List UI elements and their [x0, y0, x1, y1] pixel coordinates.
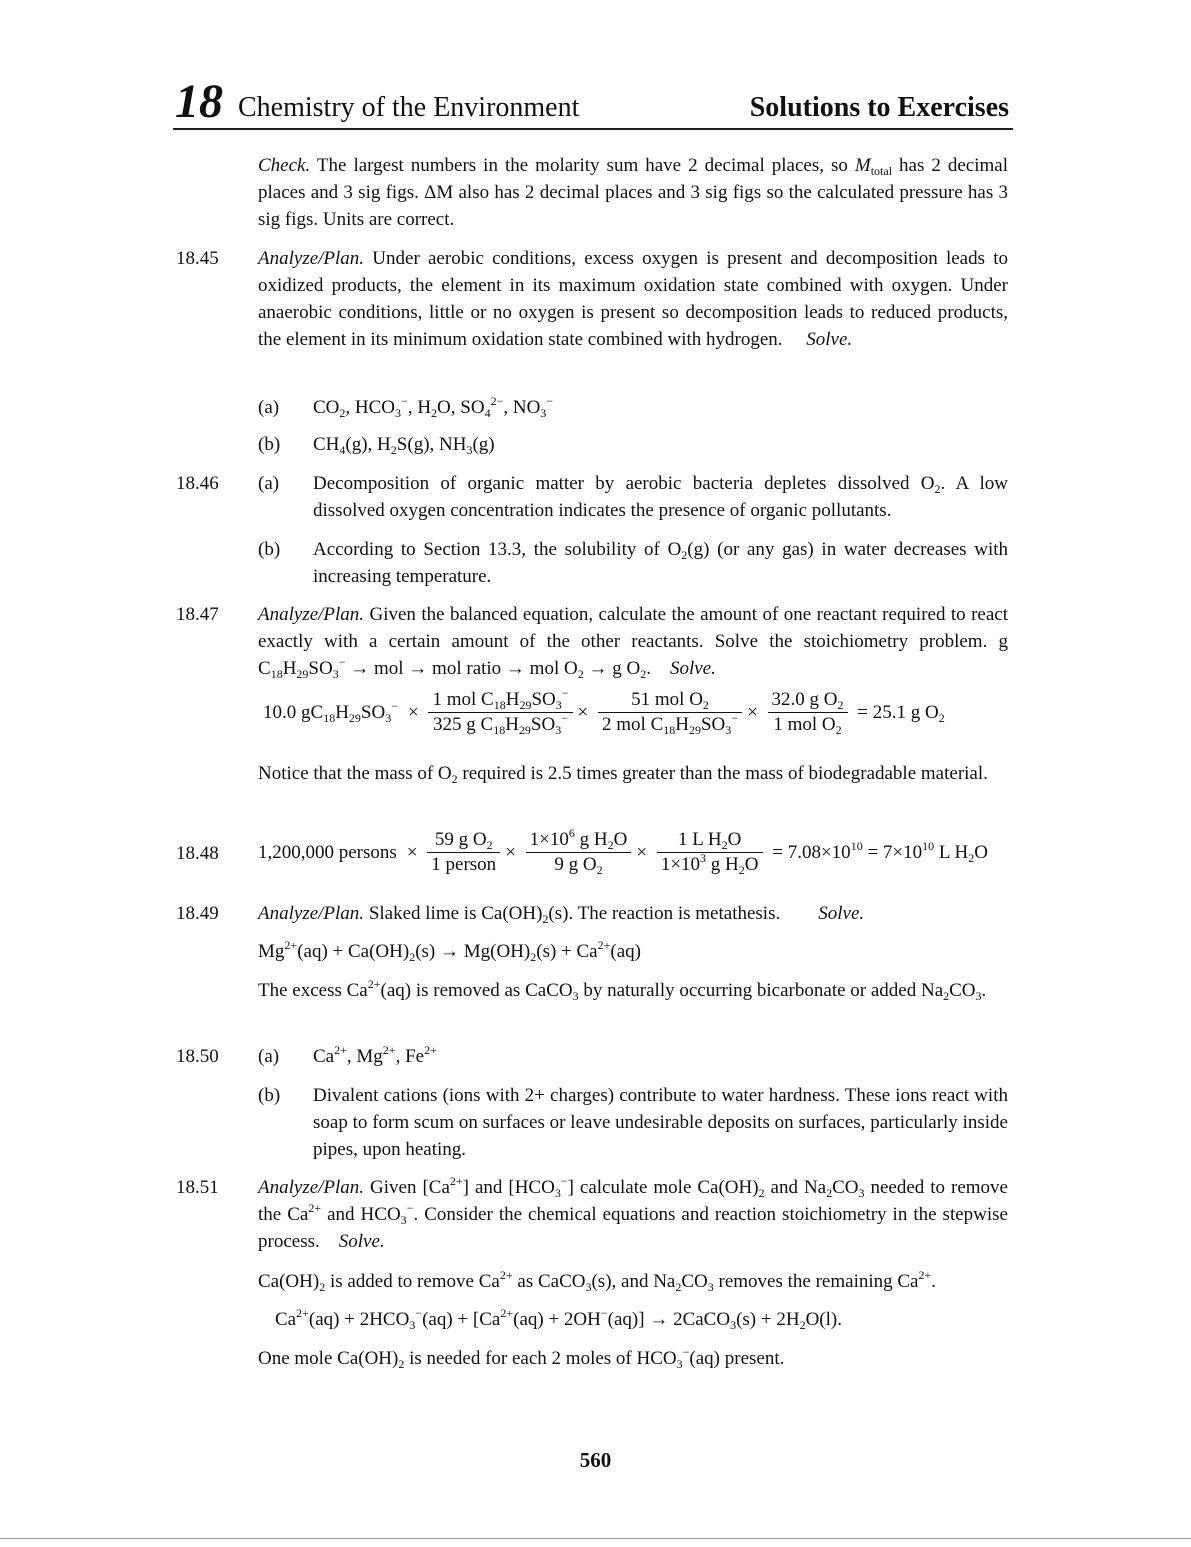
- fraction: $\frac{1\times 10^6 g H_2O}{9 g O_2}$: [526, 828, 632, 877]
- anaerobic-products: $CH_4(g)$, $H_2S(g)$, $NH_3(g)$: [313, 434, 495, 457]
- aerobic-products: $CO_2$, $HCO_3^-$, $H_2O$, $SO_4^{2-}$, $NO_3^-$: [313, 394, 554, 420]
- exercise-number: 18.49: [176, 903, 219, 924]
- exercise-number: 18.51: [176, 1177, 219, 1198]
- exercise-18-46a-text: Decomposition of organic matter by aerobic bacteria depletes dissolved $O_2$. A low dissolved oxygen concentration indicates the presence of organic pollutants.: [313, 473, 1008, 521]
- one-mole-sentence: One mole $Ca(OH)_2$ is needed for each 2 moles of $HCO_3^-(aq)$ present.: [258, 1345, 785, 1371]
- fraction: $\frac{1 L H_2O}{1\times 10^3 g H_2O}$: [657, 828, 763, 877]
- bicarbonate-reaction: $Ca^{2+}(aq) + 2HCO_3^-(aq) + [Ca^{2+}(aq) + 2OH^-(aq)]$ → 2CaCO$_3$(s) + $2H_2O(l)$.: [275, 1306, 842, 1332]
- check-label: Check.: [258, 155, 311, 176]
- exercise-number: 18.47: [176, 604, 219, 625]
- item-label: (a): [258, 1046, 280, 1067]
- fraction: $\frac{32.0 g O_2}{1 mol O_2}$: [768, 688, 848, 737]
- slaked-lime-reaction: $Mg^{2+}(aq) + Ca(OH)_2(s) \to Mg(OH)_2(s) + Ca^{2+}(aq)$: [258, 938, 641, 964]
- exercise-number: 18.45: [176, 248, 219, 269]
- fraction: $\frac{59 g O_2}{\text{1 person}}$: [427, 828, 500, 877]
- exercise-18-46b-text: According to Section 13.3, the solubility of $O_2(g)$ (or any gas) in water decreases with increasing temperature.: [313, 539, 1008, 587]
- item-label: (a): [258, 473, 280, 494]
- section-title: Solutions to Exercises: [749, 92, 1009, 123]
- item-label: (b): [258, 1085, 281, 1106]
- exercise-number: 18.50: [176, 1046, 219, 1067]
- exercise-18-50b-text: Divalent cations (ions with 2+ charges) contribute to water hardness. These ions react with soap to form scum on surfaces or leave undesirable deposits on surfaces, particularly inside pipes, upon heating.: [313, 1085, 1008, 1160]
- item-label: (a): [258, 397, 280, 418]
- exercise-number: 18.46: [176, 473, 219, 494]
- notice-paragraph: Notice that the mass of $O_2$ required is 2.5 times greater than the mass of biodegradable material.: [258, 763, 988, 786]
- check-paragraph: Check. The largest numbers in the molarity sum have 2 decimal places, so $M_{total}$ has 2 decimal places and 3 sig figs. ΔM also has 2 decimal places and 3 sig figs so the calculated pressure has 3 sig figs. Units are correct.: [258, 155, 1008, 230]
- page-header: [173, 75, 1013, 130]
- chapter-number: 18: [175, 75, 223, 128]
- page-number: 560: [579, 1448, 612, 1472]
- chapter-title: Chemistry of the Environment: [238, 92, 580, 123]
- water-equation: 1,200,000 persons × $\frac{59 g O_2}{\text{1 person}}$ × $\frac{1\times 10^6 g H_2O}{9 g O_2}$ × $\frac{1 L H_2O}{1\times 10^3 g H_2O}$ = $7.08\times 10^{10} = 7\times 10^{10}$ L $H_2O$: [258, 826, 988, 877]
- stoichiometry-equation: 10.0 $gC_{18}H_{29}SO_3^-$ × $\frac{1 mol C_{18}H_{29}SO_3^-}{325 g C_{18}H_{29}SO_3^-}$ × $\frac{51 mol O_2}{2 mol C_{18}H_{29}SO_3^-}$ × $\frac{32.0 g O_2}{1 mol O_2}$ = 25.1 g $O_2$: [263, 686, 945, 737]
- exercise-18-45-text: Analyze/Plan. Under aerobic conditions, excess oxygen is present and decomposition leads to oxidized products, the element in its maximum oxidation state combined with oxygen. Under anaerobic conditions, little or no oxygen is present so decomposition leads to reduced products, the element in its minimum oxidation state combined with hydrogen. Solve.: [258, 248, 1008, 350]
- item-label: (b): [258, 434, 281, 455]
- fraction: $\frac{51 mol O_2}{2 mol C_{18}H_{29}SO_3^-}$: [598, 688, 742, 737]
- excess-calcium-paragraph: The excess $Ca^{2+}(aq)$ is removed as CaCO$_3$ by naturally occurring bicarbonate or added $Na_2CO_3$.: [258, 977, 987, 1003]
- fraction: $\frac{1 mol C_{18}H_{29}SO_3^-}{325 g C_{18}H_{29}SO_3^-}$: [428, 688, 572, 737]
- exercise-18-51-text: Analyze/Plan. Given $[Ca^{2+}]$ and $[HCO_3^-]$ calculate mole $Ca(OH)_2$ and $Na_2CO_3$ needed to remove the $Ca^{2+}$ and $HCO_3^-$. Consider the chemical equations and reaction stoichiometry in the stepwise process. Solve.: [258, 1174, 1008, 1252]
- exercise-number: 18.48: [176, 843, 219, 864]
- item-label: (b): [258, 539, 281, 560]
- header-rule: [173, 128, 1013, 130]
- removal-sentence: $Ca(OH)_2$ is added to remove $Ca^{2+}$ as CaCO$_3$(s), and $Na_2CO_3$ removes the remaining $Ca^{2+}$.: [258, 1268, 937, 1294]
- page-edge-line: [0, 1538, 1191, 1539]
- exercise-18-47-text: Analyze/Plan. Given the balanced equation, calculate the amount of one reactant required to react exactly with a certain amount of the other reactants. Solve the stoichiometry problem. g $C_{18}H_{29}SO_3^-$ → mol → mol ratio → mol $O_2 \to g$ $O_2$. Solve.: [258, 604, 1009, 681]
- hardness-ions: $Ca^{2+}$, $Mg^{2+}$, $Fe^{2+}$: [313, 1043, 437, 1067]
- exercise-18-49-text: Analyze/Plan. Slaked lime is $Ca(OH)_2(s)$. The reaction is metathesis. Solve.: [258, 903, 865, 926]
